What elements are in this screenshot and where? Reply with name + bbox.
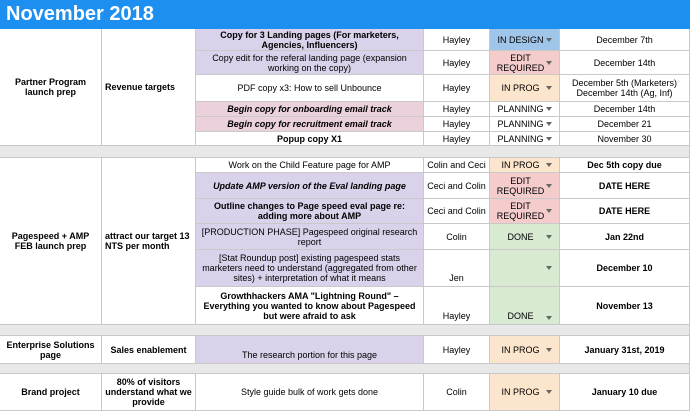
chevron-down-icon xyxy=(546,184,552,188)
status-dropdown[interactable]: DONE xyxy=(490,287,560,325)
status-dropdown[interactable] xyxy=(490,250,560,287)
due-cell[interactable]: December 7th xyxy=(560,29,690,51)
due-cell[interactable]: December 14th xyxy=(560,51,690,75)
due-cell[interactable]: January 10 due xyxy=(560,374,690,411)
task-cell[interactable]: Outline changes to Page speed eval page re: adding more about AMP xyxy=(196,199,424,224)
chevron-down-icon xyxy=(546,137,552,141)
task-cell[interactable]: Copy for 3 Landing pages (For marketers, Agencies, Influencers) xyxy=(196,29,424,51)
due-cell[interactable]: Dec 5th copy due xyxy=(560,158,690,173)
status-dropdown[interactable]: IN PROG xyxy=(490,158,560,173)
spacer-row xyxy=(0,364,690,374)
task-cell[interactable]: Begin copy for recruitment email track xyxy=(196,117,424,132)
chevron-down-icon xyxy=(546,390,552,394)
due-cell[interactable]: Jan 22nd xyxy=(560,224,690,250)
due-cell[interactable]: November 30 xyxy=(560,132,690,146)
chevron-down-icon xyxy=(546,209,552,213)
due-cell[interactable]: DATE HERE xyxy=(560,199,690,224)
due-cell[interactable]: DATE HERE xyxy=(560,173,690,199)
task-cell[interactable]: [PRODUCTION PHASE] Pagespeed original research report xyxy=(196,224,424,250)
project-cell[interactable]: Pagespeed + AMP FEB launch prep xyxy=(0,158,102,325)
task-cell[interactable]: The research portion for this page xyxy=(196,336,424,364)
goal-cell[interactable]: 80% of visitors understand what we provide xyxy=(102,374,196,411)
project-cell[interactable]: Brand project xyxy=(0,374,102,411)
chevron-down-icon xyxy=(546,163,552,167)
owner-cell[interactable]: Ceci and Colin xyxy=(424,173,490,199)
chevron-down-icon xyxy=(546,86,552,90)
owner-cell[interactable]: Jen xyxy=(424,250,490,287)
chevron-down-icon xyxy=(546,348,552,352)
due-cell[interactable]: November 13 xyxy=(560,287,690,325)
due-cell[interactable]: January 31st, 2019 xyxy=(560,336,690,364)
owner-cell[interactable]: Colin and Ceci xyxy=(424,158,490,173)
status-dropdown[interactable]: PLANNING xyxy=(490,117,560,132)
chevron-down-icon xyxy=(546,38,552,42)
status-dropdown[interactable]: IN PROG xyxy=(490,374,560,411)
task-cell[interactable]: [Stat Roundup post] existing pagespeed stats marketers need to understand (aggregated from other sites) + interpretation of what it means xyxy=(196,250,424,287)
owner-cell[interactable]: Hayley xyxy=(424,132,490,146)
task-cell[interactable]: Update AMP version of the Eval landing page xyxy=(196,173,424,199)
task-cell[interactable]: Popup copy X1 xyxy=(196,132,424,146)
task-cell[interactable]: Begin copy for onboarding email track xyxy=(196,102,424,117)
status-dropdown[interactable]: IN PROG xyxy=(490,336,560,364)
status-dropdown[interactable]: PLANNING xyxy=(490,102,560,117)
owner-cell[interactable]: Hayley xyxy=(424,102,490,117)
status-dropdown[interactable]: EDIT REQUIRED xyxy=(490,51,560,75)
owner-cell[interactable]: Ceci and Colin xyxy=(424,199,490,224)
chevron-down-icon xyxy=(546,61,552,65)
chevron-down-icon xyxy=(546,316,552,320)
project-cell[interactable]: Partner Program launch prep xyxy=(0,29,102,146)
owner-cell[interactable]: Hayley xyxy=(424,29,490,51)
goal-cell[interactable]: Sales enablement xyxy=(102,336,196,364)
chevron-down-icon xyxy=(546,122,552,126)
task-cell[interactable]: PDF copy x3: How to sell Unbounce xyxy=(196,75,424,102)
status-dropdown[interactable]: EDIT REQUIRED xyxy=(490,173,560,199)
owner-cell[interactable]: Colin xyxy=(424,374,490,411)
owner-cell[interactable]: Hayley xyxy=(424,287,490,325)
task-cell[interactable]: Growthhackers AMA "Lightning Round" – Everything you wanted to know about Pagespeed but were afraid to ask xyxy=(196,287,424,325)
goal-cell[interactable]: attract our target 13 NTS per month xyxy=(102,158,196,325)
goal-cell[interactable]: Revenue targets xyxy=(102,29,196,146)
chevron-down-icon xyxy=(546,266,552,270)
owner-cell[interactable]: Colin xyxy=(424,224,490,250)
task-cell[interactable]: Copy edit for the referal landing page (expansion working on the copy) xyxy=(196,51,424,75)
due-cell[interactable]: December 10 xyxy=(560,250,690,287)
due-cell[interactable]: December 14th xyxy=(560,102,690,117)
owner-cell[interactable]: Hayley xyxy=(424,51,490,75)
owner-cell[interactable]: Hayley xyxy=(424,336,490,364)
spacer-row xyxy=(0,325,690,336)
owner-cell[interactable]: Hayley xyxy=(424,117,490,132)
task-cell[interactable]: Work on the Child Feature page for AMP xyxy=(196,158,424,173)
status-dropdown[interactable]: IN DESIGN xyxy=(490,29,560,51)
status-dropdown[interactable]: IN PROG xyxy=(490,75,560,102)
sheet-title: November 2018 xyxy=(0,0,690,29)
due-cell[interactable]: December 21 xyxy=(560,117,690,132)
chevron-down-icon xyxy=(546,107,552,111)
status-dropdown[interactable]: PLANNING xyxy=(490,132,560,146)
chevron-down-icon xyxy=(546,235,552,239)
task-cell[interactable]: Style guide bulk of work gets done xyxy=(196,374,424,411)
spacer-row xyxy=(0,146,690,158)
owner-cell[interactable]: Hayley xyxy=(424,75,490,102)
due-cell[interactable]: December 5th (Marketers) December 14th (Ag, Inf) xyxy=(560,75,690,102)
status-dropdown[interactable]: DONE xyxy=(490,224,560,250)
project-cell[interactable]: Enterprise Solutions page xyxy=(0,336,102,364)
status-dropdown[interactable]: EDIT REQUIRED xyxy=(490,199,560,224)
